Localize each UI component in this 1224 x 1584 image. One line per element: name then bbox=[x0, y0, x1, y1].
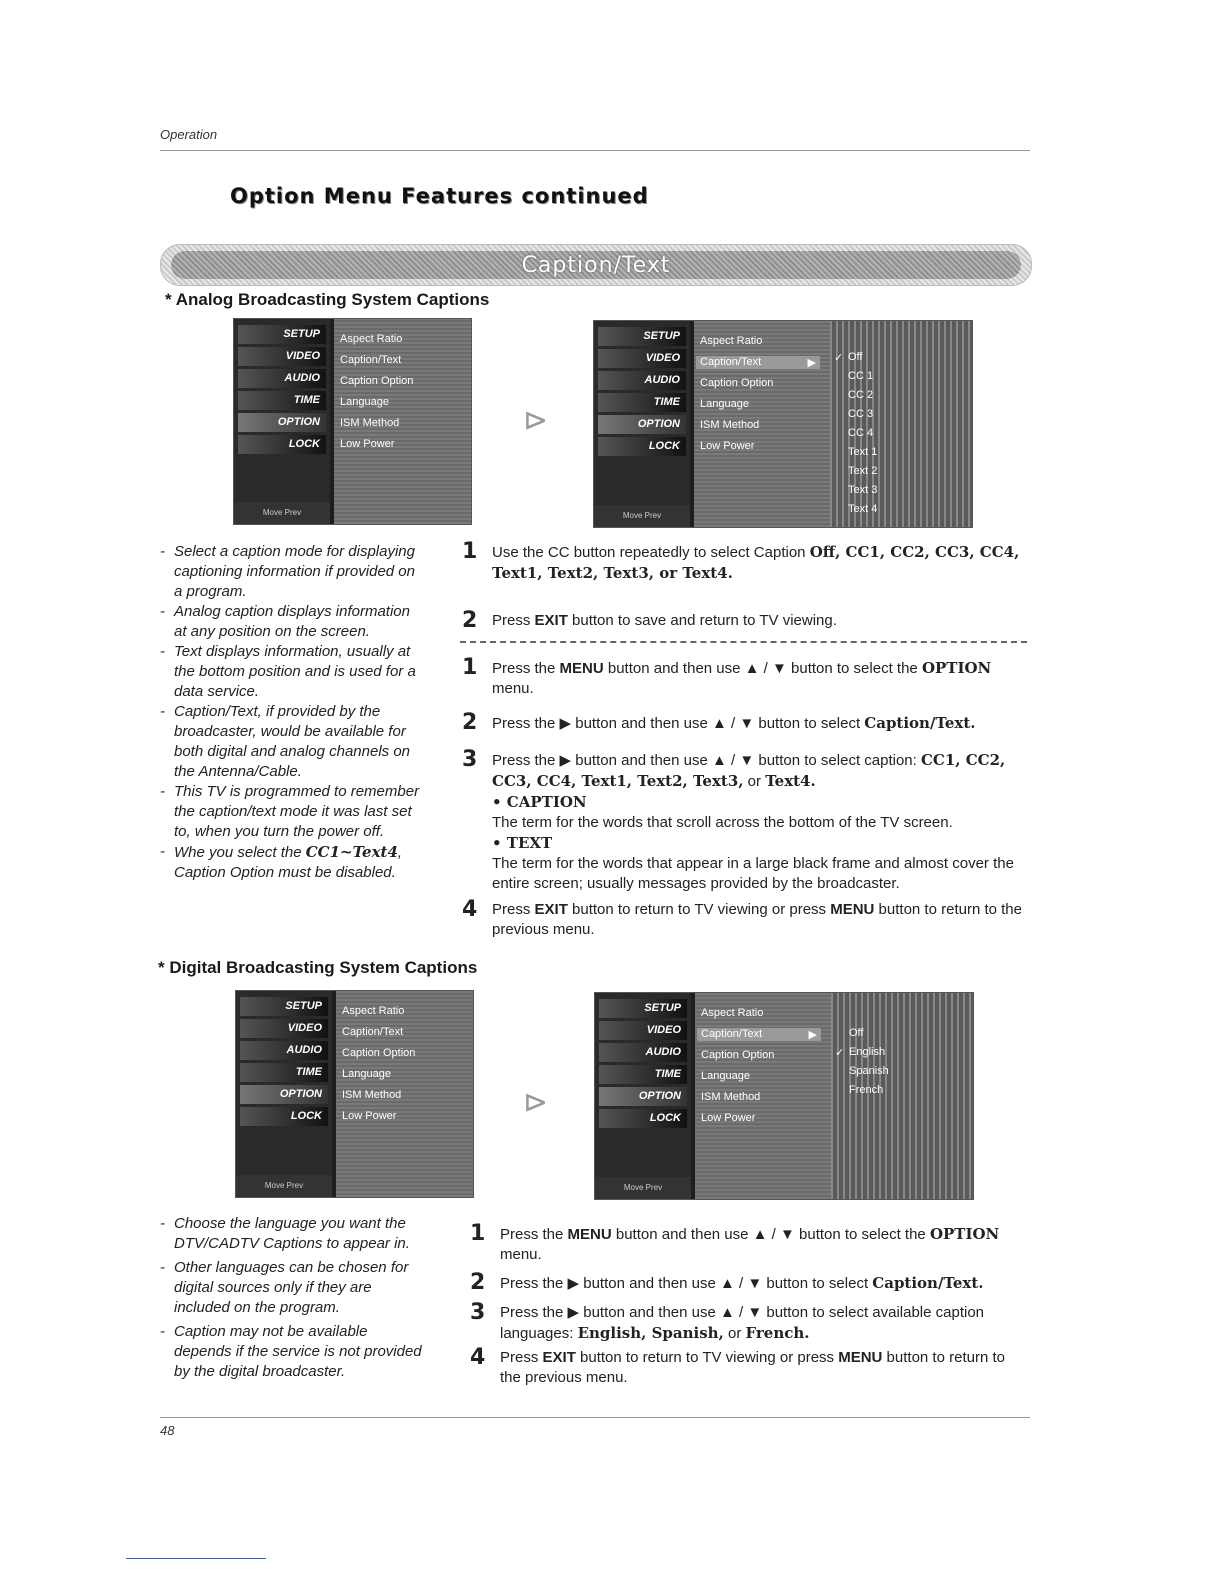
menu-item-low-power: Low Power bbox=[700, 440, 755, 452]
step-text: Press the ▶ button and then use ▲ / ▼ button to select bbox=[492, 715, 865, 732]
next-arrow-icon: ⊳ bbox=[523, 1086, 549, 1119]
analog-heading: * Analog Broadcasting System Captions bbox=[165, 290, 490, 309]
note-text: Analog caption displays information at any position on the screen. bbox=[174, 603, 410, 640]
tab-time: TIME bbox=[240, 1063, 328, 1082]
step-number: 1 bbox=[470, 1221, 486, 1246]
language-submenu bbox=[831, 993, 973, 1199]
note-item: - Caption may not be available depends if the service is not provided by the digital broadcaster. bbox=[160, 1323, 422, 1380]
note-text: Caption may not be available depends if the service is not provided by the digital broadcaster. bbox=[174, 1323, 422, 1380]
step-text: button to return to the previous menu. bbox=[492, 901, 1022, 938]
menu-step-1 bbox=[462, 655, 1017, 699]
submenu-arrow-icon: ▶ bbox=[808, 1029, 817, 1041]
menu-item-caption-text-label: Caption/Text bbox=[701, 1028, 763, 1040]
tab-audio: AUDIO bbox=[240, 1041, 328, 1060]
step-bold: MENU bbox=[838, 1349, 883, 1366]
note-text: Other languages can be chosen for digital sources only if they are included on the program. bbox=[174, 1259, 409, 1316]
caption-submenu bbox=[830, 321, 972, 527]
menu-item-ism-method: ISM Method bbox=[700, 419, 760, 431]
tab-video: VIDEO bbox=[238, 347, 326, 366]
tab-column bbox=[594, 321, 690, 527]
step-bold: MENU bbox=[830, 901, 875, 918]
tab-option: OPTION bbox=[238, 413, 326, 432]
tab-audio: AUDIO bbox=[598, 371, 686, 390]
tab-audio: AUDIO bbox=[599, 1043, 687, 1062]
step-bold: English, Spanish, bbox=[577, 1324, 724, 1342]
step-bold: EXIT bbox=[534, 612, 568, 629]
step-number: 4 bbox=[462, 897, 478, 922]
note-text: Select a caption mode for displaying captioning information if provided on a program. bbox=[174, 543, 415, 600]
digital-heading: * Digital Broadcasting System Captions bbox=[158, 958, 478, 977]
step-text: button to return to TV viewing or press bbox=[575, 1349, 839, 1366]
step-bold: OPTION bbox=[921, 659, 992, 677]
step-bold: EXIT bbox=[534, 901, 568, 918]
caption-heading: • CAPTION bbox=[492, 793, 587, 811]
analog-notes bbox=[160, 542, 425, 883]
submenu-item-text1: Text 1 bbox=[848, 446, 878, 458]
menu-item-ism-method: ISM Method bbox=[701, 1091, 761, 1103]
step-text: Use the CC button repeatedly to select Caption bbox=[492, 544, 810, 561]
step-text: menu. bbox=[492, 680, 534, 697]
tab-setup: SETUP bbox=[598, 327, 686, 346]
step-text: Press bbox=[492, 612, 535, 629]
step-bold: MENU bbox=[567, 1226, 612, 1243]
menu-item-language: Language bbox=[340, 396, 389, 408]
tab-column bbox=[236, 991, 332, 1197]
tab-column bbox=[595, 993, 691, 1199]
section-label: Operation bbox=[160, 127, 218, 142]
step-text: or bbox=[743, 773, 766, 790]
note-text: Text displays information, usually at the bottom position and is used for a data service. bbox=[174, 643, 416, 700]
banner-title: Caption/Text bbox=[521, 252, 671, 278]
tab-setup: SETUP bbox=[240, 997, 328, 1016]
menu-item-low-power: Low Power bbox=[701, 1112, 756, 1124]
step-text: button to return to the previous menu. bbox=[500, 1349, 1005, 1386]
submenu-item-text2: Text 2 bbox=[848, 465, 878, 477]
step-text: button to save and return to TV viewing. bbox=[567, 612, 837, 629]
menu-item-low-power: Low Power bbox=[342, 1110, 397, 1122]
step-bold: CC1, CC2, CC3, CC4, Text1, Text2, Text3, bbox=[492, 751, 1006, 790]
step-text: Press the ▶ button and then use ▲ / ▼ button to select bbox=[500, 1275, 873, 1292]
tab-audio: AUDIO bbox=[238, 369, 326, 388]
note-item: - Whe you select the CC1~Text4, Caption Option must be disabled. bbox=[160, 843, 403, 881]
cc-step-1 bbox=[462, 539, 1027, 584]
submenu-item-off: Off bbox=[849, 1027, 864, 1039]
tab-column bbox=[234, 319, 330, 524]
submenu-item-cc1: CC 1 bbox=[848, 370, 874, 382]
step-text: or bbox=[723, 1325, 746, 1342]
step-number: 2 bbox=[470, 1270, 486, 1295]
submenu-item-french: French bbox=[849, 1084, 884, 1096]
note-item: - Analog caption displays information at any position on the screen. bbox=[160, 603, 410, 640]
menu-item-caption-option: Caption Option bbox=[700, 377, 774, 389]
step-text: button and then use ▲ / ▼ button to select the bbox=[611, 1226, 930, 1243]
header-rule bbox=[160, 150, 1030, 151]
step-bold: Caption/Text. bbox=[872, 1274, 984, 1292]
tab-video: VIDEO bbox=[240, 1019, 328, 1038]
step-bold: French. bbox=[745, 1324, 810, 1342]
menu-item-caption-text-label: Caption/Text bbox=[700, 356, 762, 368]
step-number: 2 bbox=[462, 710, 478, 735]
menu-item-caption-option: Caption Option bbox=[701, 1049, 775, 1061]
menu-item-caption-option: Caption Option bbox=[340, 375, 414, 387]
menu-item-caption-text: Caption/Text bbox=[342, 1026, 404, 1038]
digital-step-3 bbox=[470, 1300, 1025, 1344]
menu-item-ism-method: ISM Method bbox=[340, 417, 400, 429]
step-number: 4 bbox=[470, 1345, 486, 1370]
menu-item-language: Language bbox=[700, 398, 749, 410]
text-heading: • TEXT bbox=[492, 834, 553, 852]
tab-time: TIME bbox=[599, 1065, 687, 1084]
menu-item-aspect-ratio: Aspect Ratio bbox=[342, 1005, 405, 1017]
submenu-item-english: English bbox=[849, 1046, 886, 1058]
tab-time: TIME bbox=[238, 391, 326, 410]
note-item: - This TV is programmed to remember the caption/text mode it was last set to, when you turn the power off. bbox=[160, 783, 420, 840]
menu-item-caption-text bbox=[696, 356, 820, 369]
page-number: 48 bbox=[160, 1423, 175, 1438]
note-item: - Choose the language you want the DTV/CADTV Captions to appear in. bbox=[160, 1215, 410, 1252]
text-definition: The term for the words that appear in a large black frame and almost cover the entire screen; usually messages provided by the broadcaster. bbox=[492, 855, 1014, 892]
bottom-link-line bbox=[126, 1558, 266, 1559]
menu-item-aspect-ratio: Aspect Ratio bbox=[700, 335, 763, 347]
next-arrow-icon: ⊳ bbox=[523, 404, 549, 437]
option-menu bbox=[334, 319, 471, 524]
page-title: Option Menu Features continued bbox=[230, 184, 649, 208]
tab-video: VIDEO bbox=[598, 349, 686, 368]
menu-item-aspect-ratio: Aspect Ratio bbox=[340, 333, 403, 345]
tab-video: VIDEO bbox=[599, 1021, 687, 1040]
note-text: Whe you select the bbox=[174, 844, 306, 861]
note-item: - Other languages can be chosen for digital sources only if they are included on the program. bbox=[160, 1259, 409, 1316]
digital-step-1 bbox=[470, 1221, 1025, 1265]
step-number: 2 bbox=[462, 608, 478, 633]
tab-option: OPTION bbox=[599, 1087, 687, 1106]
submenu-item-spanish: Spanish bbox=[849, 1065, 889, 1077]
footer-rule bbox=[160, 1417, 1030, 1418]
tab-time: TIME bbox=[598, 393, 686, 412]
tab-lock: LOCK bbox=[599, 1109, 687, 1128]
step-bold: EXIT bbox=[542, 1349, 576, 1366]
step-text: Press bbox=[500, 1349, 543, 1366]
digital-notes bbox=[160, 1214, 425, 1382]
menu-item-caption-text bbox=[697, 1028, 821, 1041]
note-text: This TV is programmed to remember the caption/text mode it was last set to, when you turn the power off. bbox=[174, 783, 420, 840]
note-bold: CC1~Text4 bbox=[305, 843, 398, 861]
menu-item-aspect-ratio: Aspect Ratio bbox=[701, 1007, 764, 1019]
tab-lock: LOCK bbox=[598, 437, 686, 456]
option-menu bbox=[695, 993, 831, 1199]
dashed-divider bbox=[460, 641, 1027, 643]
step-text: button to return to TV viewing or press bbox=[567, 901, 831, 918]
submenu-item-text4: Text 4 bbox=[848, 503, 878, 515]
submenu-arrow-icon: ▶ bbox=[807, 357, 816, 369]
submenu-item-text3: Text 3 bbox=[848, 484, 878, 496]
submenu-item-cc2: CC 2 bbox=[848, 389, 874, 401]
step-text: Press the ▶ button and then use ▲ / ▼ button to select caption: bbox=[492, 752, 921, 769]
tab-lock: LOCK bbox=[238, 435, 326, 454]
submenu-item-cc3: CC 3 bbox=[848, 408, 874, 420]
tab-setup: SETUP bbox=[238, 325, 326, 344]
menu-item-language: Language bbox=[701, 1070, 750, 1082]
digital-submenu-screen bbox=[594, 992, 974, 1200]
nav-hint-bar: Move Prev bbox=[595, 1177, 691, 1199]
step-number: 3 bbox=[470, 1300, 486, 1325]
check-icon: ✓ bbox=[835, 1047, 845, 1059]
step-text: Press the bbox=[500, 1226, 568, 1243]
step-number: 3 bbox=[462, 747, 478, 772]
digital-step-2 bbox=[470, 1270, 1030, 1295]
step-bold: Caption/Text. bbox=[864, 714, 976, 732]
tab-lock: LOCK bbox=[240, 1107, 328, 1126]
menu-item-low-power: Low Power bbox=[340, 438, 395, 450]
submenu-item-cc4: CC 4 bbox=[848, 427, 874, 439]
check-icon: ✓ bbox=[834, 352, 844, 364]
option-menu bbox=[694, 321, 830, 527]
step-bold: MENU bbox=[559, 660, 604, 677]
menu-item-ism-method: ISM Method bbox=[342, 1089, 402, 1101]
nav-hint-bar: Move Prev bbox=[236, 1175, 332, 1197]
note-text: Caption/Text, if provided by the broadcaster, would be available for both digital and analog channels on the Antenna/Cable. bbox=[174, 703, 411, 780]
step-text: button and then use ▲ / ▼ button to select the bbox=[603, 660, 922, 677]
menu-step-2 bbox=[462, 710, 1027, 735]
tab-option: OPTION bbox=[240, 1085, 328, 1104]
step-number: 1 bbox=[462, 539, 478, 564]
caption-text-banner bbox=[160, 244, 1032, 286]
note-text: Choose the language you want the DTV/CADTV Captions to appear in. bbox=[174, 1215, 410, 1252]
menu-item-language: Language bbox=[342, 1068, 391, 1080]
note-text: , Caption Option must be disabled. bbox=[174, 844, 403, 881]
digital-menu-screen bbox=[235, 990, 474, 1198]
analog-submenu-screen bbox=[593, 320, 973, 528]
step-text: Press the bbox=[492, 660, 560, 677]
menu-item-caption-text: Caption/Text bbox=[340, 354, 402, 366]
step-number: 1 bbox=[462, 655, 478, 680]
step-options: Off, CC1, CC2, CC3, CC4, Text1, Text2, Text3, or Text4. bbox=[492, 543, 1020, 582]
step-text: Press the ▶ button and then use ▲ / ▼ button to select available caption languages: bbox=[500, 1304, 985, 1342]
tab-setup: SETUP bbox=[599, 999, 687, 1018]
step-bold: OPTION bbox=[929, 1225, 1000, 1243]
submenu-item-off: Off bbox=[848, 351, 863, 363]
caption-definition: The term for the words that scroll across the bottom of the TV screen. bbox=[492, 814, 953, 831]
note-item: - Select a caption mode for displaying captioning information if provided on a program. bbox=[160, 543, 415, 600]
nav-hint-bar: Move Prev bbox=[234, 502, 330, 524]
step-text: menu. bbox=[500, 1246, 542, 1263]
menu-step-3 bbox=[462, 747, 1022, 894]
note-item: - Caption/Text, if provided by the broadcaster, would be available for both digital and analog channels on the Antenna/Cable. bbox=[160, 703, 411, 780]
digital-step-4 bbox=[470, 1345, 1025, 1388]
menu-step-4 bbox=[462, 897, 1022, 940]
option-menu bbox=[336, 991, 473, 1197]
cc-step-2 bbox=[462, 608, 1027, 633]
note-item: - Text displays information, usually at the bottom position and is used for a data service. bbox=[160, 643, 416, 700]
analog-menu-screen bbox=[233, 318, 472, 525]
step-text: Press bbox=[492, 901, 535, 918]
menu-item-caption-option: Caption Option bbox=[342, 1047, 416, 1059]
step-bold: Text4. bbox=[765, 772, 816, 790]
nav-hint-bar: Move Prev bbox=[594, 505, 690, 527]
tab-option: OPTION bbox=[598, 415, 686, 434]
